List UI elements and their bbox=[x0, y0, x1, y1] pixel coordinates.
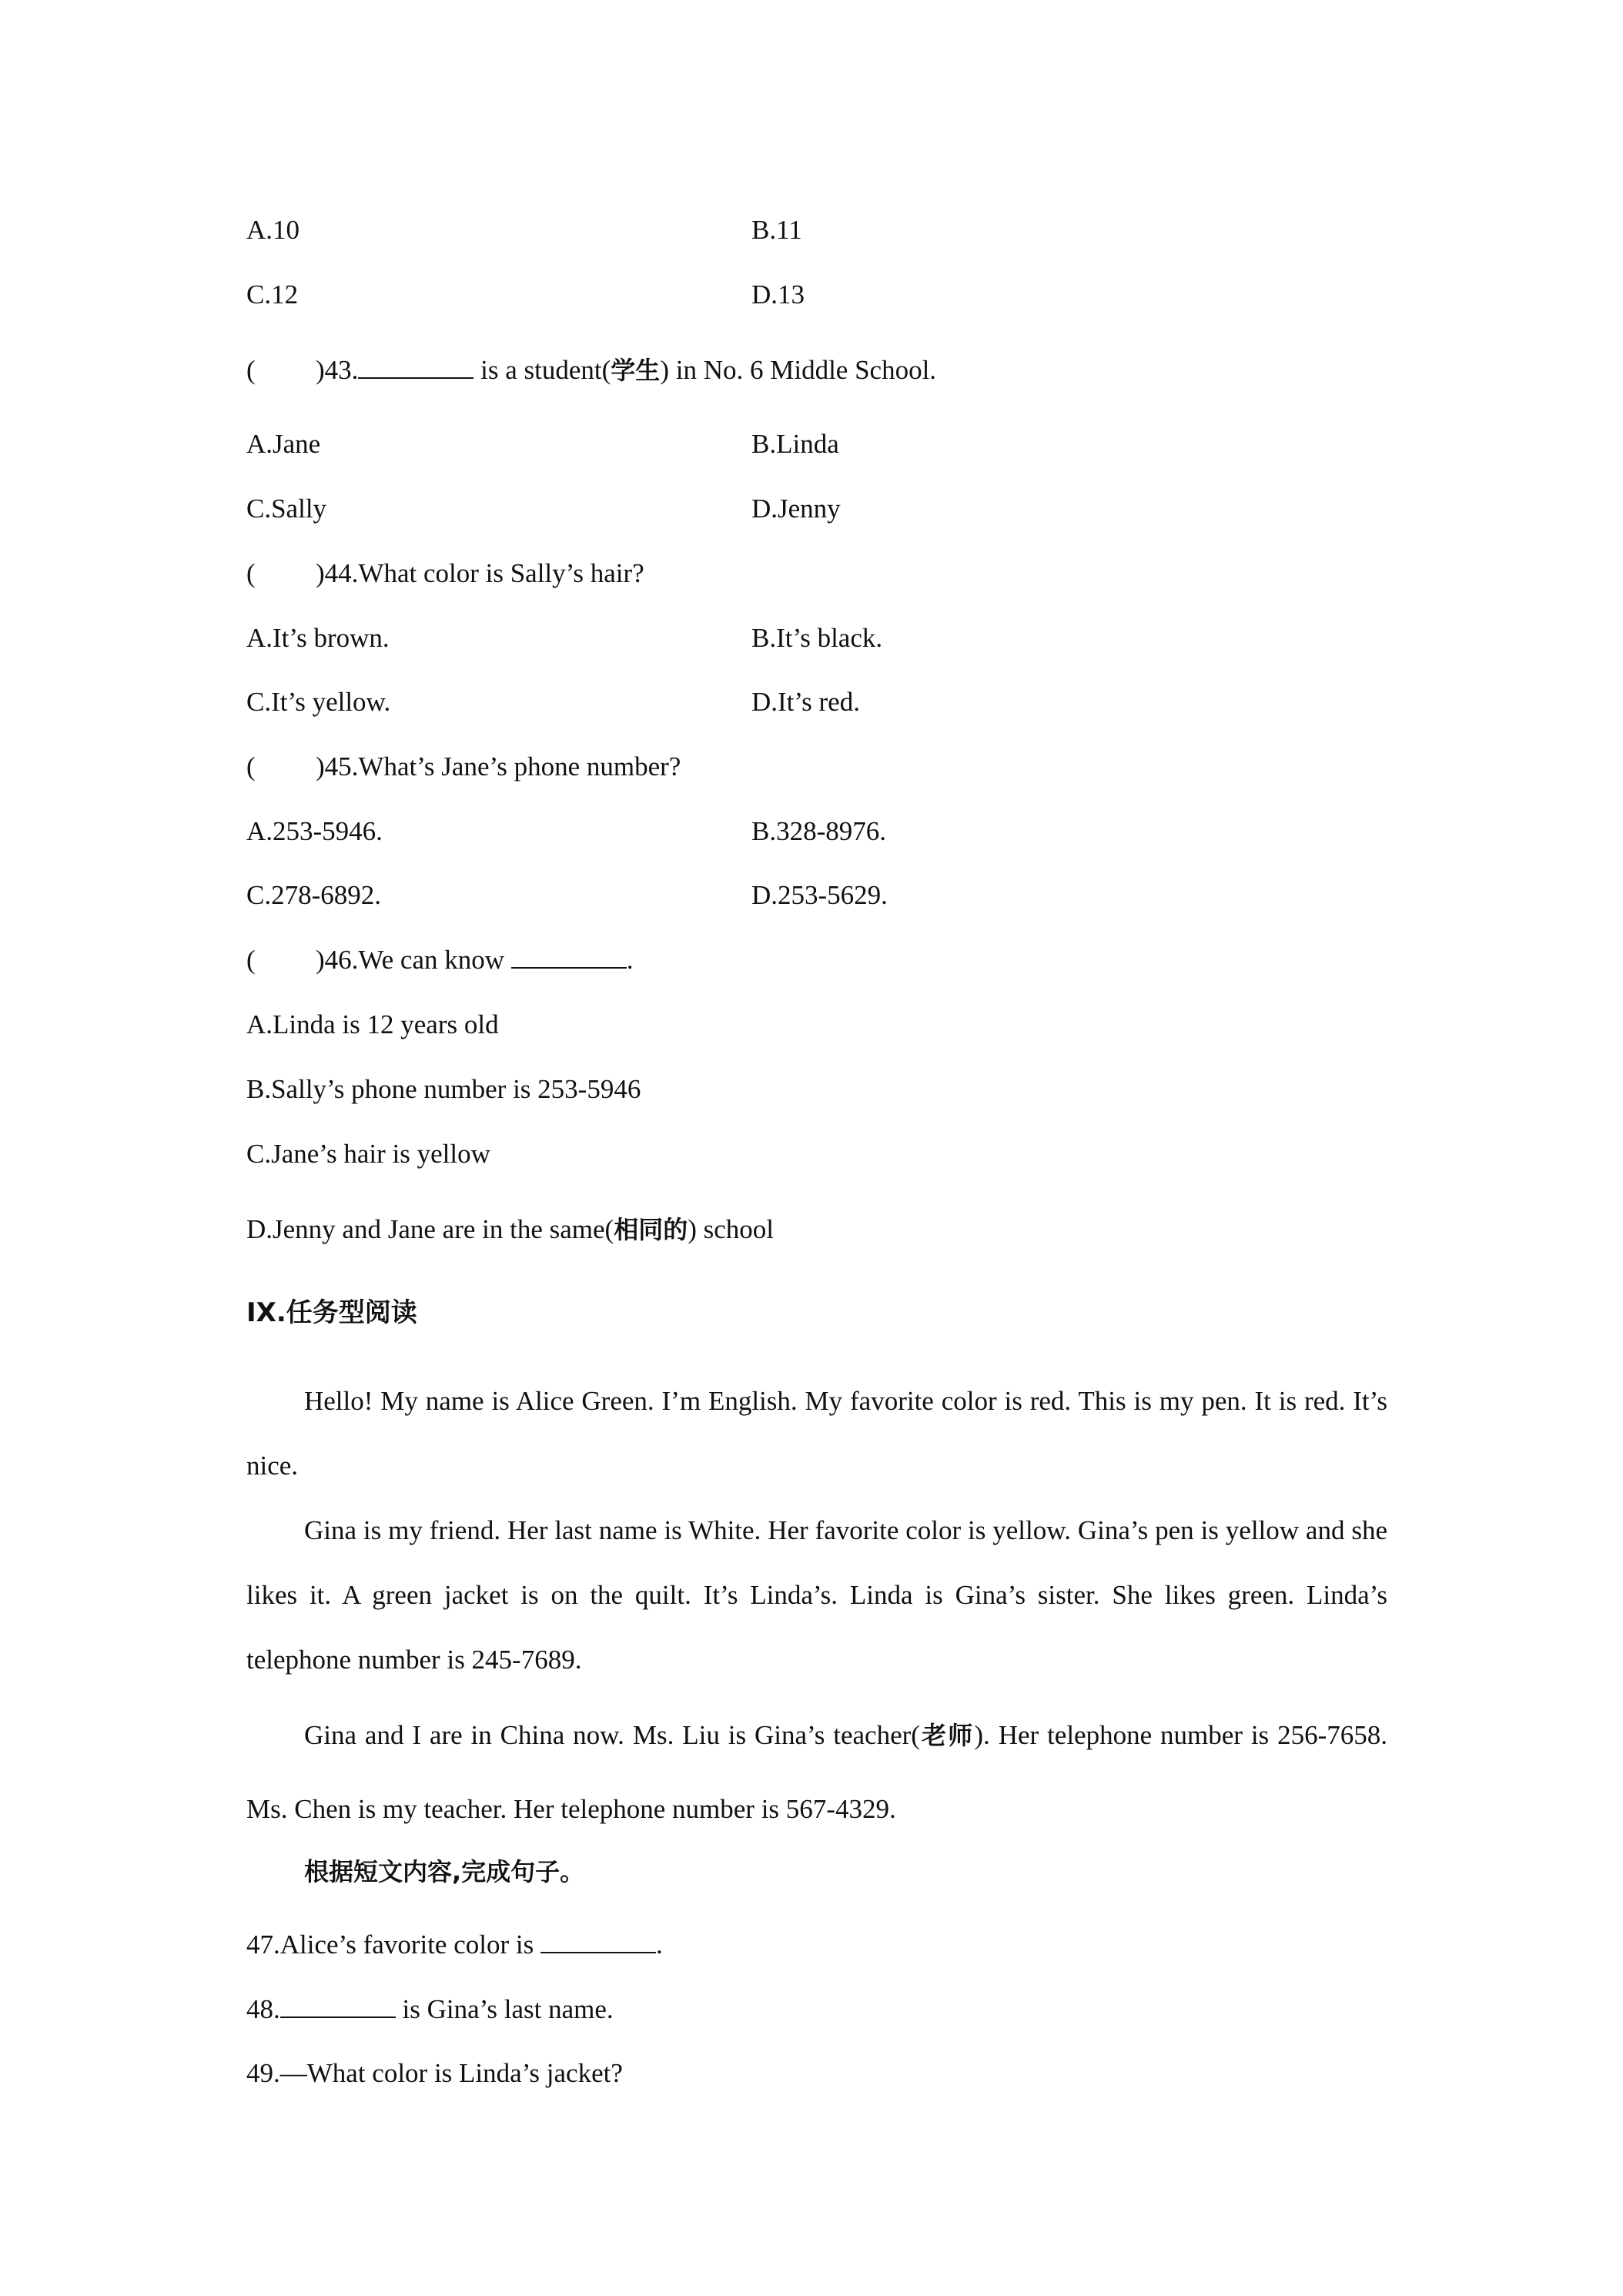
passage-paragraph-2: Gina is my friend. Her last name is White. Her favorite color is yellow. Gina’s pen is yellow and she likes it. A green jacket is on the quilt. It’s Linda’s. Linda is Gina’s sister. She likes green. Linda’s telephone number is 245-7689. bbox=[246, 1515, 1387, 1675]
answer-blank[interactable] bbox=[511, 944, 627, 969]
answer-paren: ( bbox=[246, 751, 256, 782]
q45-option-d: D.253-5629. bbox=[751, 880, 888, 910]
question-48 bbox=[246, 1992, 614, 2027]
q42-option-row-1 bbox=[246, 213, 802, 248]
q44-option-c: C.It’s yellow. bbox=[246, 687, 391, 717]
paragraph-text: Gina and I are in China now. Ms. Liu is Gina’s teacher( bbox=[304, 1720, 920, 1750]
option-text: D.Jenny and Jane are in the same( bbox=[246, 1214, 614, 1244]
q45-option-c: C.278-6892. bbox=[246, 880, 381, 910]
q43-option-c: C.Sally bbox=[246, 494, 327, 524]
q43-option-row-1 bbox=[246, 427, 839, 462]
question-43 bbox=[246, 353, 936, 388]
q42-option-c: C.12 bbox=[246, 279, 299, 310]
q42-option-d: D.13 bbox=[751, 279, 805, 310]
option-text-end: ) school bbox=[688, 1214, 774, 1244]
q43-option-d: D.Jenny bbox=[751, 494, 841, 524]
q46-option-b: B.Sally’s phone number is 253-5946 bbox=[246, 1074, 641, 1104]
chinese-gloss: 学生 bbox=[611, 356, 661, 385]
question-text-end: . bbox=[626, 945, 634, 975]
q43-option-a: A.Jane bbox=[246, 429, 321, 459]
question-text: )45.What’s Jane’s phone number? bbox=[316, 751, 681, 782]
question-text: is a student( bbox=[474, 355, 611, 385]
chinese-gloss: 老师 bbox=[919, 1721, 975, 1750]
q43-option-b: B.Linda bbox=[751, 429, 839, 459]
q42-option-row-2 bbox=[246, 277, 805, 313]
q46-option-c: C.Jane’s hair is yellow bbox=[246, 1139, 490, 1169]
question-text-end: . bbox=[655, 1930, 663, 1960]
instruction: 根据短文内容,完成句子。 bbox=[304, 1857, 585, 1886]
chinese-gloss: 相同的 bbox=[614, 1215, 688, 1244]
answer-blank[interactable] bbox=[280, 1993, 396, 2018]
answer-paren: ( bbox=[246, 945, 256, 975]
q45-option-b: B.328-8976. bbox=[751, 816, 886, 846]
q44-option-row-1 bbox=[246, 621, 883, 656]
passage-paragraph-3 bbox=[246, 1699, 1387, 1846]
question-47 bbox=[246, 1927, 663, 1963]
question-text-end: ) in No. 6 Middle School. bbox=[660, 355, 937, 385]
answer-blank[interactable] bbox=[540, 1929, 656, 1953]
question-45 bbox=[246, 749, 681, 785]
question-number: 48. bbox=[246, 1994, 280, 2024]
q46-option-a: A.Linda is 12 years old bbox=[246, 1009, 499, 1039]
q45-option-row-2 bbox=[246, 878, 888, 913]
q46-option-d bbox=[246, 1212, 774, 1247]
q44-option-b: B.It’s black. bbox=[751, 623, 883, 653]
question-49: 49.—What color is Linda’s jacket? bbox=[246, 2058, 623, 2088]
answer-paren: ( bbox=[246, 355, 256, 385]
section-title: IX.任务型阅读 bbox=[246, 1297, 417, 1328]
paragraph-text-end: ). Her telephone number is 256-7658. Ms. Chen is my teacher. Her telephone number is 567-4329. bbox=[246, 1720, 1387, 1824]
q45-option-row-1 bbox=[246, 814, 886, 849]
q43-option-row-2 bbox=[246, 491, 841, 527]
q45-option-a: A.253-5946. bbox=[246, 816, 383, 846]
q44-option-a: A.It’s brown. bbox=[246, 623, 390, 653]
answer-paren: ( bbox=[246, 558, 256, 588]
question-44 bbox=[246, 556, 644, 591]
question-text: is Gina’s last name. bbox=[395, 1994, 614, 2024]
answer-blank[interactable] bbox=[358, 354, 474, 379]
question-text: 47.Alice’s favorite color is bbox=[246, 1930, 540, 1960]
q42-option-a: A.10 bbox=[246, 215, 300, 245]
passage-paragraph-1: Hello! My name is Alice Green. I’m English. My favorite color is red. This is my pen. It is red. It’s nice. bbox=[246, 1386, 1387, 1481]
question-number: )43. bbox=[316, 355, 359, 385]
question-46 bbox=[246, 942, 634, 978]
question-text: )44.What color is Sally’s hair? bbox=[316, 558, 644, 588]
q42-option-b: B.11 bbox=[751, 215, 802, 245]
q44-option-d: D.It’s red. bbox=[751, 687, 860, 717]
question-text: )46.We can know bbox=[316, 945, 511, 975]
q44-option-row-2 bbox=[246, 684, 860, 720]
